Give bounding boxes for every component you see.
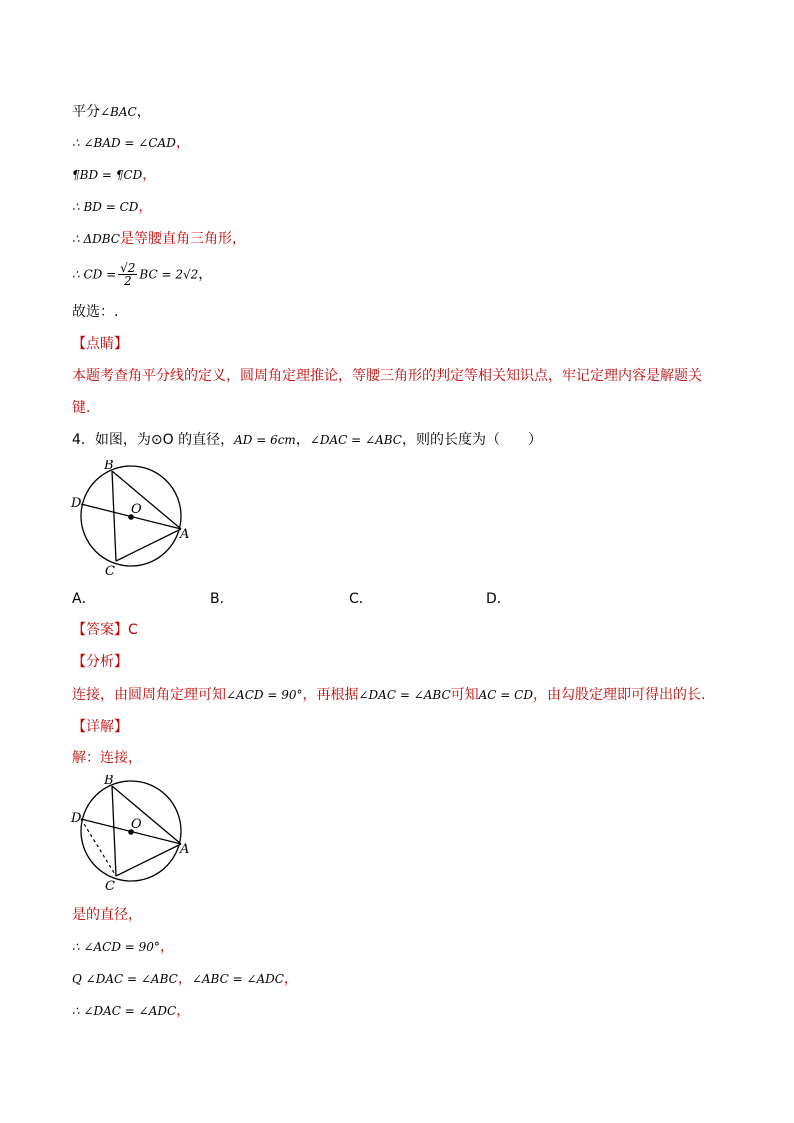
math: ∠DAC = ∠ABC — [358, 688, 451, 702]
line-angle-bisector — [72, 102, 151, 122]
label-c: C — [105, 879, 115, 894]
label-d: D — [71, 496, 82, 511]
fraction-numerator: √2 — [120, 261, 136, 275]
math: ∴ ∠BAD = ∠CAD — [72, 136, 176, 150]
text: D． — [486, 591, 511, 607]
detail-diameter — [72, 905, 142, 925]
math: ∴ ΔDBC — [72, 232, 120, 246]
analysis-text — [72, 685, 705, 705]
label-detail — [72, 717, 128, 737]
text: 是等腰直角三角形， — [119, 231, 246, 247]
math: ∴ BD = CD — [72, 200, 139, 214]
text: ，再根据 — [302, 687, 359, 703]
math: ¶BD = ¶CD — [72, 168, 143, 182]
text: 本题考查角平分线的定义，圆周角定理推论，等腰三角形的判定等相关知识点，牢记定理内容是解题关 — [72, 368, 702, 384]
label-a: A — [180, 842, 190, 857]
text: 4．如图，为⊙O 的直径， — [72, 432, 235, 448]
text: B． — [210, 591, 234, 607]
math: ∠ACD = 90° — [226, 688, 303, 702]
answer-label: 【答案】 — [72, 622, 128, 638]
punct: ， — [177, 971, 192, 987]
detail-dac-eq-adc — [72, 1001, 190, 1021]
label-a: A — [180, 527, 190, 542]
math: ∠DAC = ∠ABC — [309, 433, 402, 447]
punct: ， — [136, 104, 151, 120]
punct: ， — [175, 135, 190, 151]
text: A． — [72, 591, 96, 607]
math: ∠BAC — [100, 105, 137, 119]
segment-dc-dashed — [81, 819, 116, 876]
line-isosceles-right — [72, 229, 246, 249]
text: 【点睛】 — [72, 336, 128, 352]
text: 键. — [72, 400, 91, 416]
text: 故选：. — [72, 304, 119, 320]
segment-bc — [112, 471, 116, 561]
label-o: O — [131, 817, 142, 832]
line-cd-value — [72, 262, 212, 287]
math: Q ∠DAC = ∠ABC — [72, 972, 178, 986]
text: C． — [349, 591, 373, 607]
detail-acd-90 — [72, 937, 174, 957]
detail-intro — [72, 748, 142, 768]
option-b — [210, 588, 234, 608]
line-bad-eq-cad — [72, 133, 190, 153]
math: ∴ ∠DAC = ∠ADC — [72, 1004, 177, 1018]
text: 【详解】 — [72, 719, 128, 735]
math: ∠ABC = ∠ADC — [191, 972, 284, 986]
line-arc-bd-eq-cd — [72, 165, 156, 185]
math: BC = 2√2 — [139, 267, 199, 282]
math: ∴ ∠ACD = 90° — [72, 940, 160, 954]
punct: ， — [283, 971, 298, 987]
label-d: D — [71, 811, 82, 826]
punct: ， — [198, 266, 213, 283]
line-choose — [72, 302, 118, 322]
text: 解：连接， — [72, 750, 142, 766]
math: AC = CD — [478, 688, 533, 702]
text: ，由勾股定理即可得出的长. — [532, 687, 706, 703]
punct: ， — [142, 167, 157, 183]
math: ∴ CD = — [72, 267, 117, 282]
commentary-text-1 — [72, 366, 702, 386]
text: 平分 — [72, 104, 100, 120]
punct: ， — [176, 1003, 191, 1019]
label-analysis — [72, 652, 128, 672]
fraction-denominator: 2 — [123, 274, 132, 288]
text: 是的直径， — [72, 907, 142, 923]
label-commentary — [72, 334, 128, 354]
label-b: B — [104, 460, 114, 473]
label-b: B — [104, 775, 114, 788]
text: ，则的长度为（ ） — [401, 432, 542, 448]
fraction — [118, 262, 137, 287]
punct: ， — [295, 432, 310, 448]
label-c: C — [105, 564, 115, 579]
question-4 — [72, 430, 542, 450]
segment-bc — [112, 786, 116, 876]
math: AD = 6cm — [234, 433, 296, 447]
text: 可知 — [450, 687, 479, 703]
punct: ， — [138, 199, 153, 215]
option-d — [486, 588, 511, 608]
commentary-text-2 — [72, 398, 90, 418]
option-a — [72, 588, 96, 608]
text: 【分析】 — [72, 654, 128, 670]
answer-value: C — [128, 622, 138, 638]
option-c — [349, 588, 373, 608]
circle-figure-1 — [70, 460, 200, 580]
punct: ， — [159, 939, 174, 955]
circle-figure-2 — [70, 775, 200, 895]
line-bd-eq-cd — [72, 197, 152, 217]
label-o: O — [131, 502, 142, 517]
text: 连接，由圆周角定理可知 — [72, 687, 226, 703]
answer-line — [72, 620, 138, 640]
detail-angle-equalities — [72, 969, 298, 989]
